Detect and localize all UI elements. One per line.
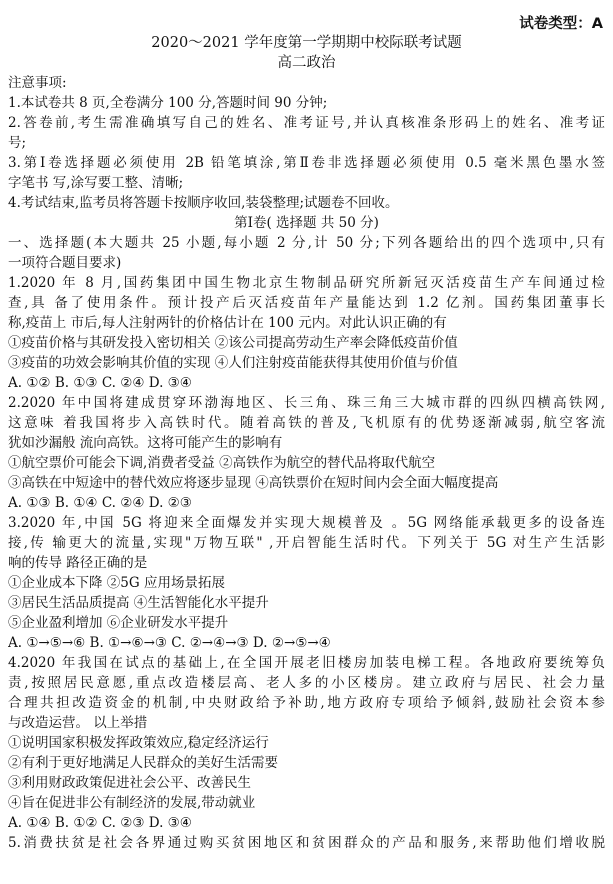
question-3-line: 响的传导 路径正确的是 [8,555,148,571]
question-2-option: ①航空票价可能会下调,消费者受益 ②高铁作为航空的替代品将取代航空 [8,455,436,471]
question-1-option: ①疫苗价格与其研发投入密切相关 ②该公司提高劳动生产率会降低疫苗价值 [8,335,458,351]
question-1-line: 1.2020 年 8 月,国药集团中国生物北京生物制品研究所新冠灭活疫苗生产车间通过检 [8,275,605,291]
question-2-option: ③高铁在中短途中的替代效应将逐步显现 ④高铁票价在短时间内会全面大幅度提高 [8,475,499,491]
question-1-answers: A. ①② B. ①③ C. ②④ D. ③④ [8,375,192,391]
question-4-option: ④旨在促进非公有制经济的发展,带动就业 [8,795,256,811]
notes-line: 字笔书 写,涂写要工整、清晰; [8,175,184,191]
question-4-option: ①说明国家积极发挥政策效应,稳定经济运行 [8,735,269,751]
notes-line: 3.第Ⅰ卷选择题必须使用 2B 铅笔填涂,第Ⅱ卷非选择题必须使用 0.5 毫米黑色墨水签 [8,155,605,171]
section-instructions: 一、选择题(本大题共 25 小题,每小题 2 分,计 50 分;下列各题给出的四个选项中,只有 [8,235,605,251]
exam-subject: 高二政治 [277,55,336,71]
question-3-option: ⑤企业盈利增加 ⑥企业研发水平提升 [8,615,229,631]
question-5-line: 5.消费扶贫是社会各界通过购买贫困地区和贫困群众的产品和服务,来帮助他们增收脱 [8,835,605,851]
section-title: 第Ⅰ卷( 选择题 共 50 分) [234,215,379,231]
question-4-answers: A. ①④ B. ①② C. ②③ D. ③④ [8,815,192,831]
section-instructions: 一项符合题目要求) [8,255,122,271]
question-4-line: 与改造运营。 以上举措 [8,715,148,731]
question-4-option: ③利用财政政策促进社会公平、改善民生 [8,775,251,791]
paper-type-label: 试卷类型：A [519,16,603,32]
question-3-option: ①企业成本下降 ②5G 应用场景拓展 [8,575,225,591]
question-1-line: 查,具 备了使用条件。预计投产后灭活疫苗年产量能达到 1.2 亿剂。国药集团董事长 [8,295,605,311]
exam-title: 2020～2021 学年度第一学期期中校际联考试题 [151,35,462,51]
question-2-answers: A. ①③ B. ①④ C. ②④ D. ②③ [8,495,192,511]
question-2-line: 犹如沙漏般 流向高铁。这将可能产生的影响有 [8,435,283,451]
question-4-option: ②有利于更好地满足人民群众的美好生活需要 [8,755,278,771]
question-1-option: ③疫苗的功效会影响其价值的实现 ④人们注射疫苗能获得其使用价值与价值 [8,355,458,371]
question-2-line: 2.2020 年中国将建成贯穿环渤海地区、长三角、珠三角三大城市群的四纵四横高铁网, [8,395,605,411]
question-4-line: 4.2020 年我国在试点的基础上,在全国开展老旧楼房加装电梯工程。各地政府要统筹负 [8,655,605,671]
question-3-line: 接,传 输更大的流量,实现"万物互联" ,开启智能生活时代。下列关于 5G 对生产生活影 [8,535,605,551]
question-3-line: 3.2020 年,中国 5G 将迎来全面爆发并实现大规模普及 。5G 网络能承载更多的设备连 [8,515,605,531]
notes-line: 4.考试结束,监考员将答题卡按顺序收回,装袋整理;试题卷不回收。 [8,195,399,211]
notes-line: 1.本试卷共 8 页,全卷满分 100 分,答题时间 90 分钟; [8,95,328,111]
question-4-line: 责,按照居民意愿,重点改造楼层高、老人多的小区楼房。建立政府与居民、社会力量 [8,675,605,691]
notes-line: 号; [8,135,27,151]
question-1-line: 称,疫苗上 市后,每人注射两针的价格估计在 100 元内。对此认识正确的有 [8,315,447,331]
question-4-line: 合理共担改造资金的机制,中央财政给予补助,地方政府专项给予倾斜,鼓励社会资本参 [8,695,605,711]
question-3-option: ③居民生活品质提高 ④生活智能化水平提升 [8,595,269,611]
question-3-answers: A. ①→⑤→⑥ B. ①→⑥→③ C. ②→④→③ D. ②→⑤→④ [8,635,331,651]
notes-heading: 注意事项: [8,75,67,91]
notes-line: 2.答卷前,考生需准确填写自己的姓名、准考证号,并认真核准条形码上的姓名、准考证 [8,115,605,131]
question-2-line: 这意味 着我国将步入高铁时代。随着高铁的普及,飞机原有的优势逐渐减弱,航空客流 [8,415,605,431]
